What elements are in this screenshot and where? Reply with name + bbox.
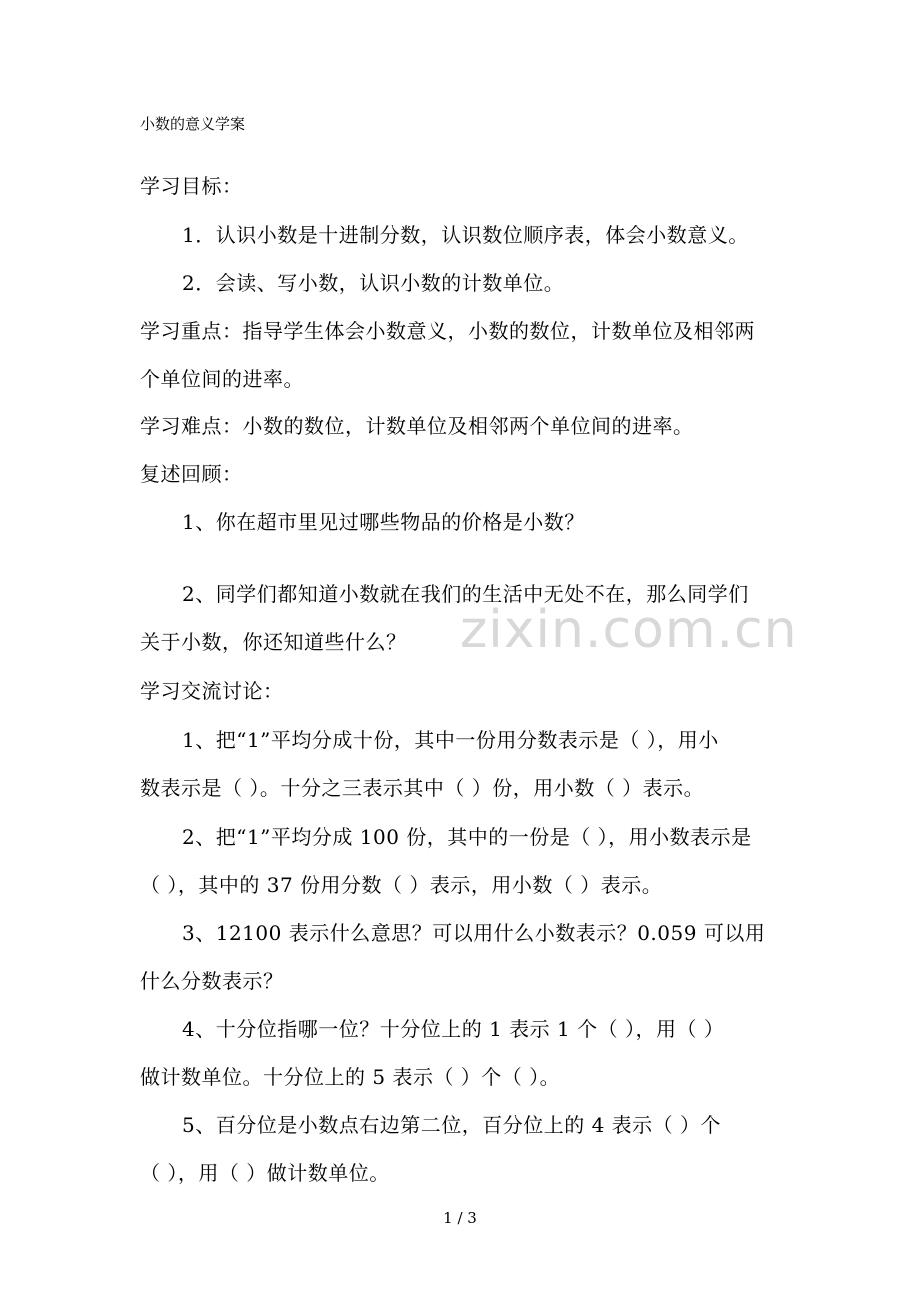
question-4-line-1: 4、十分位指哪一位？十分位上的 1 表示 1 个（ ），用（ ） [182, 1017, 725, 1041]
watermark-text: zixin.com.cn [460, 600, 798, 660]
question-2-line-2: （ ），其中的 37 份用分数（ ）表示，用小数（ ）表示。 [140, 873, 663, 897]
page-indicator: 1 / 3 [443, 1209, 477, 1227]
key-points-line-1: 学习重点：指导学生体会小数意义，小数的数位，计数单位及相邻两 [140, 319, 755, 343]
document-title: 小数的意义学案 [140, 115, 246, 133]
goal-item-2: 2．会读、写小数，认识小数的计数单位。 [182, 271, 565, 295]
key-points-line-2: 个单位间的进率。 [140, 367, 304, 391]
question-2-line-1: 2、把“1”平均分成 100 份，其中的一份是（ ），用小数表示是 [182, 825, 752, 849]
question-5-line-2: （ ），用（ ）做计数单位。 [140, 1161, 390, 1185]
section-heading-goals: 学习目标： [140, 174, 243, 198]
review-item-1: 1、你在超市里见过哪些物品的价格是小数？ [182, 510, 585, 534]
question-1-line-2: 数表示是（ ）。十分之三表示其中（ ）份，用小数（ ）表示。 [140, 776, 705, 800]
section-heading-discussion: 学习交流讨论： [140, 679, 284, 703]
goal-item-1: 1．认识小数是十进制分数，认识数位顺序表，体会小数意义。 [182, 223, 749, 247]
difficulties-line: 学习难点：小数的数位，计数单位及相邻两个单位间的进率。 [140, 414, 694, 438]
question-3-line-1: 3、12100 表示什么意思？可以用什么小数表示？0.059 可以用 [182, 921, 766, 945]
review-item-2-line-2: 关于小数，你还知道些什么？ [140, 630, 407, 654]
question-3-line-2: 什么分数表示？ [140, 969, 284, 993]
question-1-line-1: 1、把“1”平均分成十份，其中一份用分数表示是（ ），用小 [182, 728, 719, 752]
question-5-line-1: 5、百分位是小数点右边第二位，百分位上的 4 表示（ ）个 [182, 1113, 722, 1137]
review-item-2-line-1: 2、同学们都知道小数就在我们的生活中无处不在，那么同学们 [182, 582, 749, 606]
section-heading-review: 复述回顾： [140, 462, 243, 486]
question-4-line-2: 做计数单位。十分位上的 5 表示（ ）个（ ）。 [140, 1065, 561, 1089]
